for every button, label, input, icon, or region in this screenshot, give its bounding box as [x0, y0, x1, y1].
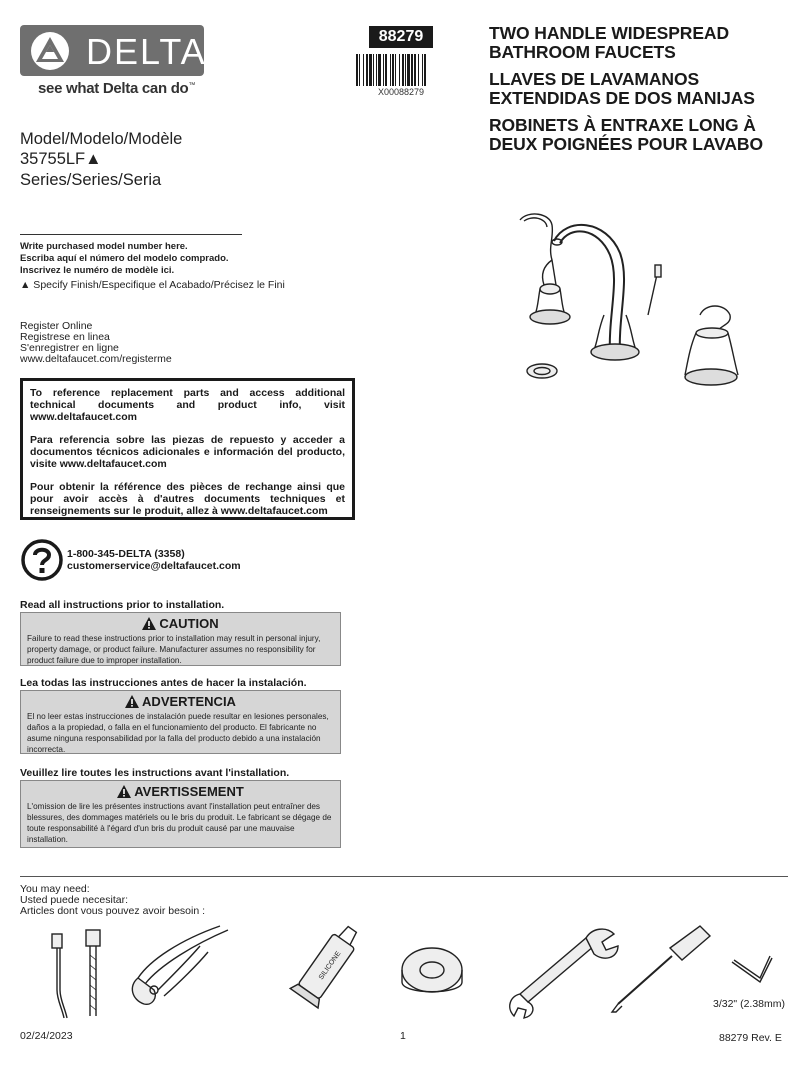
advertencia-box	[20, 690, 341, 754]
caution-box	[20, 612, 341, 666]
delta-logo	[20, 25, 207, 76]
avertissement-box	[20, 780, 341, 848]
model-number: 35755LF▲	[20, 150, 102, 168]
write-model-es: Escriba aquí el número del modelo comprado.	[20, 253, 229, 264]
model-label: Model/Modelo/Modèle	[20, 130, 183, 148]
title-spanish: LLAVES DE LAVAMANOS EXTENDIDAS DE DOS MANIJAS	[489, 69, 755, 108]
reference-es: Para referencia sobre las piezas de repuesto y acceder a documentos técnicos adicionales e información del producto, visite www.deltafaucet.com	[30, 434, 345, 470]
series-label: Series/Series/Seria	[20, 171, 162, 189]
help-email[interactable]: customerservice@deltafaucet.com	[67, 560, 241, 572]
read-instructions-es: Lea todas las instrucciones antes de hacer la instalación.	[20, 677, 307, 689]
read-instructions-fr: Veuillez lire toutes les instructions avant l'installation.	[20, 767, 290, 779]
pliers-icon	[132, 926, 228, 1004]
caution-text: Failure to read these instructions prior to installation may result in personal injury, property damage, or product failure. Manufacturer assumes no responsibility for product failure due to improper installation.	[27, 634, 321, 665]
question-circle-icon	[20, 538, 64, 582]
read-instructions-en: Read all instructions prior to installation.	[20, 599, 225, 611]
warning-triangle-icon	[117, 785, 131, 798]
title-french: ROBINETS À ENTRAXE LONG À DEUX POIGNÉES POUR LAVABO	[489, 115, 763, 154]
silicone-label: SILICONE	[317, 950, 343, 982]
screwdriver-icon	[612, 926, 710, 1012]
reference-fr: Pour obtenir la référence des pièces de rechange ainsi que pour avoir accès à d'autres documents techniques et renseignements sur le produit, allez à www.deltafaucet.com	[30, 481, 345, 517]
write-model-fr: Inscrivez le numéro de modèle ici.	[20, 265, 175, 276]
avertissement-text: L'omission de lire les présentes instructions avant l'installation peut entraîner des blessures, des dommages matériels ou le bris du produit. Le fabricant se dégage de toute responsabilité à l'égard d'un bris du produit causé par une mauvaise installation.	[27, 802, 332, 844]
barcode-number: X00088279	[377, 87, 425, 97]
register-url[interactable]: www.deltafaucet.com/registerme	[20, 353, 172, 365]
logo-text: DELTA	[86, 31, 207, 72]
barcode-icon	[356, 54, 446, 86]
faucet-illustration	[480, 185, 740, 395]
supply-lines-icon	[52, 930, 100, 1018]
footer-revision: 88279 Rev. E	[719, 1032, 782, 1044]
document-number: 88279	[369, 26, 433, 48]
wrench-icon	[510, 929, 618, 1018]
specify-finish: ▲ Specify Finish/Especifique el Acabado/Précisez le Fini	[20, 279, 285, 291]
tagline: see what Delta can do™	[38, 80, 196, 97]
you-may-need-fr: Articles dont vous pouvez avoir besoin :	[20, 905, 206, 917]
advertencia-heading: ADVERTENCIA	[142, 694, 236, 709]
title-english: TWO HANDLE WIDESPREAD BATHROOM FAUCETS	[489, 23, 729, 62]
tape-roll-icon	[402, 948, 462, 992]
register-es: Registrese en linea	[20, 331, 110, 343]
footer-date: 02/24/2023	[20, 1030, 73, 1042]
hex-key-size: 3/32" (2.38mm)	[713, 998, 786, 1010]
warning-triangle-icon	[142, 617, 156, 630]
warning-triangle-icon	[125, 695, 139, 708]
hex-key-icon	[732, 956, 772, 982]
delta-triangle-icon	[28, 31, 78, 71]
reference-en: To reference replacement parts and access additional technical documents and product info, visit www.deltafaucet.com	[30, 387, 345, 423]
register-fr: S'enregistrer en ligne	[20, 342, 119, 354]
register-en: Register Online	[20, 320, 93, 332]
advertencia-text: El no leer estas instrucciones de instalación puede resultar en lesiones personales, daños a la propiedad, o falla en el funcionamiento del producto. El fabricante no asume ninguna responsabilidad por la falla del producto debido a una instalación incorrecta.	[27, 712, 329, 754]
you-may-need-en: You may need:	[20, 883, 90, 895]
model-write-line	[20, 234, 242, 235]
avertissement-heading: AVERTISSEMENT	[134, 784, 244, 799]
caution-heading: CAUTION	[159, 616, 219, 631]
reference-box	[20, 378, 355, 520]
section-divider	[20, 876, 788, 877]
you-may-need-es: Usted puede necesitar:	[20, 894, 128, 906]
write-model-en: Write purchased model number here.	[20, 241, 188, 252]
tools-illustration	[20, 920, 788, 1020]
help-phone[interactable]: 1-800-345-DELTA (3358)	[67, 548, 185, 560]
page-number: 1	[400, 1030, 406, 1042]
